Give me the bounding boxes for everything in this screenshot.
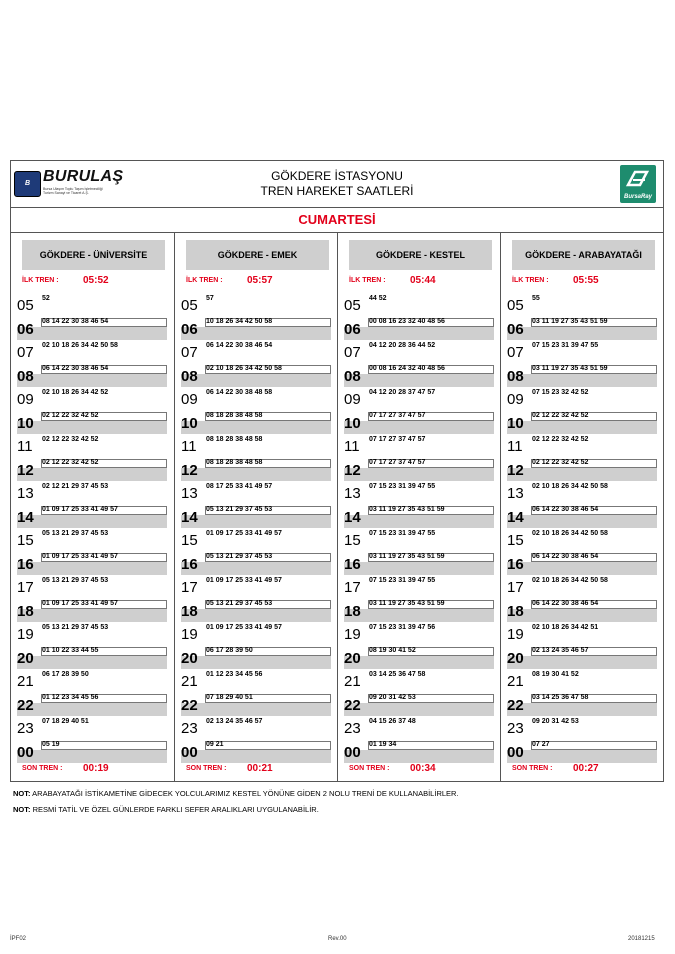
minutes-list: 01 09 17 25 33 41 49 57 bbox=[42, 552, 118, 560]
hour-row bbox=[501, 599, 664, 623]
minutes-list: 04 12 20 28 37 47 57 bbox=[369, 389, 436, 396]
title-subtitle: TREN HAREKET SAATLERİ bbox=[260, 184, 414, 198]
hour-label: 11 bbox=[17, 438, 33, 455]
note-prefix: NOT: bbox=[13, 805, 31, 814]
hour-label: 14 bbox=[181, 508, 198, 526]
page-title bbox=[11, 169, 663, 199]
hour-row bbox=[11, 458, 174, 482]
minutes-list: 02 10 18 26 34 42 52 bbox=[42, 389, 109, 396]
hour-row bbox=[501, 505, 664, 529]
hour-label: 17 bbox=[17, 579, 34, 596]
hour-label: 05 bbox=[181, 297, 198, 314]
minutes-list: 04 12 20 28 36 44 52 bbox=[369, 342, 436, 349]
hour-label: 06 bbox=[17, 320, 34, 338]
hour-label: 22 bbox=[507, 696, 524, 714]
minutes-list: 07 27 bbox=[532, 740, 550, 748]
hour-label: 16 bbox=[344, 555, 361, 573]
minutes-list: 02 13 24 35 46 57 bbox=[532, 646, 589, 654]
hour-label: 23 bbox=[181, 720, 198, 737]
hour-label: 18 bbox=[17, 602, 34, 620]
minutes-list: 08 14 22 30 38 46 54 bbox=[42, 317, 109, 325]
hour-rows bbox=[501, 293, 664, 763]
hour-label: 20 bbox=[507, 649, 524, 667]
hour-row bbox=[338, 411, 501, 435]
minutes-list: 07 15 23 31 39 47 56 bbox=[369, 624, 436, 631]
title-station: GÖKDERE İSTASYONU bbox=[271, 169, 403, 183]
hour-row bbox=[175, 669, 338, 693]
first-train bbox=[186, 275, 336, 289]
hour-row bbox=[501, 387, 664, 411]
hour-label: 11 bbox=[181, 438, 197, 455]
last-train bbox=[186, 763, 336, 777]
hour-row bbox=[11, 317, 174, 341]
minutes-list: 09 21 bbox=[206, 740, 224, 748]
hour-row bbox=[175, 364, 338, 388]
hour-row bbox=[175, 434, 338, 458]
header bbox=[11, 161, 663, 208]
hour-label: 19 bbox=[181, 626, 198, 643]
hour-row bbox=[11, 669, 174, 693]
hour-row bbox=[175, 340, 338, 364]
minutes-list: 02 12 22 32 42 52 bbox=[532, 411, 589, 419]
minutes-list: 00 08 16 24 32 40 48 56 bbox=[369, 364, 445, 372]
minutes-list: 05 13 21 29 37 45 53 bbox=[42, 624, 109, 631]
hour-row bbox=[501, 434, 664, 458]
minutes-list: 02 13 24 35 46 57 bbox=[206, 718, 263, 725]
minutes-list: 01 09 17 25 33 41 49 57 bbox=[206, 624, 282, 631]
hour-row bbox=[501, 411, 664, 435]
minutes-list: 07 15 23 32 42 52 bbox=[532, 389, 589, 396]
company-name: BURULAŞ bbox=[43, 168, 124, 185]
minutes-list: 02 12 22 32 42 52 bbox=[532, 458, 589, 466]
minutes-list: 03 14 25 36 47 58 bbox=[369, 671, 426, 678]
hour-label: 18 bbox=[507, 602, 524, 620]
hour-row bbox=[338, 317, 501, 341]
hour-label: 20 bbox=[181, 649, 198, 667]
minutes-list: 06 17 28 39 50 bbox=[42, 671, 89, 678]
hour-label: 13 bbox=[181, 485, 198, 502]
hour-row bbox=[11, 293, 174, 317]
route-column bbox=[174, 233, 337, 781]
hour-row bbox=[338, 505, 501, 529]
minutes-list: 52 bbox=[42, 295, 50, 302]
minutes-list: 07 15 23 31 39 47 55 bbox=[369, 530, 436, 537]
hour-label: 23 bbox=[344, 720, 361, 737]
hour-row bbox=[338, 293, 501, 317]
hour-row bbox=[338, 552, 501, 576]
minutes-list: 02 10 18 26 34 42 50 58 bbox=[532, 530, 608, 537]
note-text: ARABAYATAĞI İSTİKAMETİNE GİDECEK YOLCULARIMIZ KESTEL YÖNÜNE GİDEN 2 NOLU TRENİ DE KULLANABİLİRLER. bbox=[30, 789, 459, 798]
hour-rows bbox=[11, 293, 174, 763]
minutes-list: 06 14 22 30 38 46 54 bbox=[206, 342, 273, 349]
hour-label: 19 bbox=[344, 626, 361, 643]
minutes-list: 02 10 18 26 34 42 51 bbox=[532, 624, 599, 631]
hour-label: 09 bbox=[17, 391, 34, 408]
hour-row bbox=[175, 716, 338, 740]
hour-label: 07 bbox=[344, 344, 361, 361]
hour-row bbox=[11, 505, 174, 529]
minutes-list: 44 52 bbox=[369, 295, 387, 302]
hour-row bbox=[175, 693, 338, 717]
hour-label: 23 bbox=[17, 720, 34, 737]
hour-label: 11 bbox=[344, 438, 360, 455]
hour-label: 09 bbox=[344, 391, 361, 408]
hour-row bbox=[501, 669, 664, 693]
hour-row bbox=[11, 575, 174, 599]
hour-row bbox=[501, 317, 664, 341]
minutes-list: 06 14 22 30 38 46 54 bbox=[532, 505, 599, 513]
hour-row bbox=[175, 481, 338, 505]
hour-label: 20 bbox=[344, 649, 361, 667]
route-column bbox=[500, 233, 663, 781]
hour-label: 15 bbox=[344, 532, 361, 549]
hour-label: 13 bbox=[507, 485, 524, 502]
hour-label: 17 bbox=[181, 579, 198, 596]
hour-label: 15 bbox=[507, 532, 524, 549]
minutes-list: 04 15 26 37 48 bbox=[369, 718, 416, 725]
minutes-list: 07 17 27 37 47 57 bbox=[369, 458, 426, 466]
hour-row bbox=[175, 505, 338, 529]
note-line bbox=[13, 802, 459, 818]
hour-row bbox=[11, 387, 174, 411]
minutes-list: 06 17 28 39 50 bbox=[206, 646, 253, 654]
note-line bbox=[13, 786, 459, 802]
hour-row bbox=[175, 646, 338, 670]
hour-row bbox=[501, 481, 664, 505]
minutes-list: 05 13 21 29 37 45 53 bbox=[42, 530, 109, 537]
company-subtitle: Bursa Ulaşım Toplu Taşım İşletmeciliği Turizm Sanayi ve Ticaret A.Ş. bbox=[43, 187, 103, 195]
first-train-time: 05:57 bbox=[247, 275, 273, 286]
minutes-list: 08 19 30 41 52 bbox=[532, 671, 579, 678]
hour-label: 19 bbox=[17, 626, 34, 643]
hour-label: 07 bbox=[507, 344, 524, 361]
minutes-list: 02 10 18 26 34 42 50 58 bbox=[532, 577, 608, 584]
minutes-list: 02 12 22 32 42 52 bbox=[42, 411, 99, 419]
hour-row bbox=[501, 458, 664, 482]
hour-label: 21 bbox=[507, 673, 524, 690]
hour-row bbox=[11, 340, 174, 364]
hour-row bbox=[501, 622, 664, 646]
minutes-list: 02 12 22 32 42 52 bbox=[42, 458, 99, 466]
minutes-list: 02 12 21 29 37 45 53 bbox=[42, 483, 109, 490]
hour-label: 06 bbox=[181, 320, 198, 338]
hour-row bbox=[11, 716, 174, 740]
minutes-list: 05 19 bbox=[42, 740, 60, 748]
minutes-list: 05 13 21 29 37 45 53 bbox=[206, 552, 273, 560]
minutes-list: 08 18 28 38 48 58 bbox=[206, 436, 263, 443]
last-train bbox=[512, 763, 662, 777]
day-title: CUMARTESİ bbox=[298, 212, 376, 227]
hour-row bbox=[338, 481, 501, 505]
hour-row bbox=[175, 387, 338, 411]
minutes-list: 07 18 29 40 51 bbox=[42, 718, 89, 725]
minutes-list: 07 15 23 31 39 47 55 bbox=[369, 577, 436, 584]
minutes-list: 07 15 23 31 39 47 55 bbox=[369, 483, 436, 490]
hour-label: 10 bbox=[507, 414, 524, 432]
hour-label: 22 bbox=[181, 696, 198, 714]
hour-row bbox=[338, 387, 501, 411]
hour-label: 06 bbox=[344, 320, 361, 338]
minutes-list: 02 12 22 32 42 52 bbox=[532, 436, 589, 443]
hour-row bbox=[338, 646, 501, 670]
hour-row bbox=[11, 552, 174, 576]
minutes-list: 09 20 31 42 53 bbox=[532, 718, 579, 725]
route-name: GÖKDERE - KESTEL bbox=[349, 240, 492, 270]
hour-row bbox=[175, 317, 338, 341]
hour-row bbox=[501, 293, 664, 317]
hour-row bbox=[175, 293, 338, 317]
hour-label: 09 bbox=[181, 391, 198, 408]
hour-label: 12 bbox=[507, 461, 524, 479]
minutes-list: 07 17 27 37 47 57 bbox=[369, 436, 426, 443]
minutes-list: 01 09 17 25 33 41 49 57 bbox=[42, 505, 118, 513]
hour-row bbox=[501, 716, 664, 740]
footer-right: 20181215 bbox=[628, 936, 655, 942]
route-name: GÖKDERE - ARABAYATAĞI bbox=[512, 240, 655, 270]
minutes-list: 01 12 23 34 45 56 bbox=[42, 693, 99, 701]
route-name: GÖKDERE - EMEK bbox=[186, 240, 329, 270]
hour-label: 11 bbox=[507, 438, 523, 455]
minutes-list: 57 bbox=[206, 295, 214, 302]
minutes-list: 02 10 18 26 34 42 50 58 bbox=[42, 342, 118, 349]
hour-row bbox=[175, 575, 338, 599]
hour-row bbox=[11, 740, 174, 764]
first-train-label: İLK TREN : bbox=[186, 277, 223, 284]
last-train-label: SON TREN : bbox=[512, 765, 553, 772]
hour-row bbox=[175, 740, 338, 764]
hour-label: 16 bbox=[507, 555, 524, 573]
minutes-list: 01 09 17 25 33 41 49 57 bbox=[206, 530, 282, 537]
hour-label: 22 bbox=[344, 696, 361, 714]
bursaray-label: BursaRay bbox=[623, 194, 652, 200]
minutes-list: 00 08 16 23 32 40 48 56 bbox=[369, 317, 445, 325]
minutes-list: 01 12 23 34 45 56 bbox=[206, 671, 263, 678]
hour-label: 08 bbox=[344, 367, 361, 385]
last-train-time: 00:21 bbox=[247, 763, 273, 774]
hour-row bbox=[175, 552, 338, 576]
minutes-list: 08 17 25 33 41 49 57 bbox=[206, 483, 273, 490]
minutes-list: 01 10 22 33 44 55 bbox=[42, 646, 99, 654]
hour-label: 07 bbox=[181, 344, 198, 361]
hour-label: 00 bbox=[17, 743, 34, 761]
hour-label: 15 bbox=[181, 532, 198, 549]
hour-row bbox=[501, 552, 664, 576]
hour-label: 12 bbox=[17, 461, 34, 479]
hour-row bbox=[338, 458, 501, 482]
first-train bbox=[349, 275, 499, 289]
hour-label: 21 bbox=[344, 673, 361, 690]
hour-label: 14 bbox=[17, 508, 34, 526]
hour-label: 13 bbox=[344, 485, 361, 502]
minutes-list: 03 14 25 36 47 58 bbox=[532, 693, 589, 701]
hour-label: 05 bbox=[17, 297, 34, 314]
hour-row bbox=[501, 646, 664, 670]
hour-row bbox=[501, 364, 664, 388]
last-train-time: 00:19 bbox=[83, 763, 109, 774]
footer-left: İPF02 bbox=[10, 936, 27, 942]
hour-label: 14 bbox=[344, 508, 361, 526]
minutes-list: 05 13 21 29 37 45 53 bbox=[42, 577, 109, 584]
minutes-list: 03 11 19 27 35 43 51 59 bbox=[369, 505, 445, 513]
minutes-list: 09 20 31 42 53 bbox=[369, 693, 416, 701]
hour-label: 00 bbox=[507, 743, 524, 761]
hour-label: 12 bbox=[181, 461, 198, 479]
last-train bbox=[22, 763, 172, 777]
minutes-list: 06 14 22 30 38 46 54 bbox=[42, 364, 109, 372]
hour-row bbox=[11, 528, 174, 552]
hour-row bbox=[338, 340, 501, 364]
first-train-time: 05:44 bbox=[410, 275, 436, 286]
hour-row bbox=[11, 646, 174, 670]
burulas-logo-mark: B bbox=[14, 171, 41, 197]
last-train-label: SON TREN : bbox=[349, 765, 390, 772]
hour-label: 00 bbox=[344, 743, 361, 761]
hour-label: 18 bbox=[344, 602, 361, 620]
minutes-list: 02 12 22 32 42 52 bbox=[42, 436, 99, 443]
first-train-time: 05:55 bbox=[573, 275, 599, 286]
hour-label: 10 bbox=[181, 414, 198, 432]
hour-row bbox=[175, 599, 338, 623]
route-column bbox=[337, 233, 500, 781]
minutes-list: 06 14 22 30 38 46 54 bbox=[532, 552, 599, 560]
footer-center: Rev.00 bbox=[328, 936, 347, 942]
train-icon bbox=[625, 169, 651, 189]
minutes-list: 03 11 19 27 35 43 51 59 bbox=[532, 317, 608, 325]
hour-label: 18 bbox=[181, 602, 198, 620]
last-train-time: 00:27 bbox=[573, 763, 599, 774]
minutes-list: 03 11 19 27 35 43 51 59 bbox=[369, 599, 445, 607]
first-train-label: İLK TREN : bbox=[349, 277, 386, 284]
hour-label: 14 bbox=[507, 508, 524, 526]
notes bbox=[13, 786, 459, 818]
minutes-list: 07 15 23 31 39 47 55 bbox=[532, 342, 599, 349]
minutes-list: 08 18 28 38 48 58 bbox=[206, 411, 263, 419]
hour-label: 20 bbox=[17, 649, 34, 667]
route-column bbox=[11, 233, 174, 781]
route-name: GÖKDERE - ÜNİVERSİTE bbox=[22, 240, 165, 270]
first-train bbox=[512, 275, 662, 289]
hour-row bbox=[338, 434, 501, 458]
hour-label: 13 bbox=[17, 485, 34, 502]
hour-label: 08 bbox=[181, 367, 198, 385]
hour-row bbox=[11, 693, 174, 717]
note-prefix: NOT: bbox=[13, 789, 31, 798]
hour-label: 23 bbox=[507, 720, 524, 737]
hour-row bbox=[338, 599, 501, 623]
first-train-time: 05:52 bbox=[83, 275, 109, 286]
hour-label: 09 bbox=[507, 391, 524, 408]
hour-row bbox=[338, 693, 501, 717]
hour-label: 22 bbox=[17, 696, 34, 714]
minutes-list: 02 10 18 26 34 42 50 58 bbox=[532, 483, 608, 490]
minutes-list: 07 17 27 37 47 57 bbox=[369, 411, 426, 419]
hour-row bbox=[11, 411, 174, 435]
minutes-list: 06 14 22 30 38 46 54 bbox=[532, 599, 599, 607]
last-train-label: SON TREN : bbox=[22, 765, 63, 772]
bursaray-logo bbox=[620, 165, 656, 203]
hour-label: 06 bbox=[507, 320, 524, 338]
hour-label: 17 bbox=[507, 579, 524, 596]
hour-row bbox=[11, 481, 174, 505]
hour-label: 08 bbox=[17, 367, 34, 385]
hour-rows bbox=[175, 293, 338, 763]
hour-row bbox=[175, 622, 338, 646]
hour-label: 21 bbox=[181, 673, 198, 690]
hour-label: 15 bbox=[17, 532, 34, 549]
hour-label: 16 bbox=[17, 555, 34, 573]
hour-label: 16 bbox=[181, 555, 198, 573]
minutes-list: 01 19 34 bbox=[369, 740, 397, 748]
last-train-label: SON TREN : bbox=[186, 765, 227, 772]
hour-label: 07 bbox=[17, 344, 34, 361]
hour-row bbox=[338, 669, 501, 693]
hour-label: 19 bbox=[507, 626, 524, 643]
minutes-list: 01 09 17 25 33 41 49 57 bbox=[206, 577, 282, 584]
hour-row bbox=[175, 458, 338, 482]
hour-row bbox=[338, 622, 501, 646]
hour-label: 00 bbox=[181, 743, 198, 761]
last-train-time: 00:34 bbox=[410, 763, 436, 774]
minutes-list: 08 18 28 38 48 58 bbox=[206, 458, 263, 466]
hour-row bbox=[501, 575, 664, 599]
hour-row bbox=[175, 528, 338, 552]
hour-row bbox=[338, 740, 501, 764]
first-train bbox=[22, 275, 172, 289]
hour-label: 10 bbox=[17, 414, 34, 432]
last-train bbox=[349, 763, 499, 777]
hour-rows bbox=[338, 293, 501, 763]
minutes-list: 06 14 22 30 38 48 58 bbox=[206, 389, 273, 396]
minutes-list: 03 11 19 27 35 43 51 59 bbox=[369, 552, 445, 560]
hour-row bbox=[338, 716, 501, 740]
minutes-list: 03 11 19 27 35 43 51 59 bbox=[532, 364, 608, 372]
hour-row bbox=[175, 411, 338, 435]
hour-label: 17 bbox=[344, 579, 361, 596]
hour-row bbox=[338, 528, 501, 552]
minutes-list: 55 bbox=[532, 295, 540, 302]
hour-row bbox=[501, 528, 664, 552]
first-train-label: İLK TREN : bbox=[512, 277, 549, 284]
hour-label: 05 bbox=[344, 297, 361, 314]
hour-row bbox=[338, 364, 501, 388]
hour-row bbox=[11, 622, 174, 646]
first-train-label: İLK TREN : bbox=[22, 277, 59, 284]
timetable-sheet bbox=[10, 160, 664, 782]
hour-label: 05 bbox=[507, 297, 524, 314]
note-text: RESMİ TATİL VE ÖZEL GÜNLERDE FARKLI SEFER ARALIKLARI UYGULANABİLİR. bbox=[30, 805, 319, 814]
minutes-list: 08 19 30 41 52 bbox=[369, 646, 416, 654]
hour-label: 21 bbox=[17, 673, 34, 690]
minutes-list: 01 09 17 25 33 41 49 57 bbox=[42, 599, 118, 607]
hour-label: 10 bbox=[344, 414, 361, 432]
hour-label: 12 bbox=[344, 461, 361, 479]
hour-label: 08 bbox=[507, 367, 524, 385]
minutes-list: 02 10 18 26 34 42 50 58 bbox=[206, 364, 282, 372]
hour-row bbox=[501, 740, 664, 764]
hour-row bbox=[501, 340, 664, 364]
hour-row bbox=[501, 693, 664, 717]
minutes-list: 05 13 21 29 37 45 53 bbox=[206, 505, 273, 513]
hour-row bbox=[11, 434, 174, 458]
hour-row bbox=[11, 364, 174, 388]
minutes-list: 10 18 26 34 42 50 58 bbox=[206, 317, 273, 325]
hour-row bbox=[338, 575, 501, 599]
minutes-list: 05 13 21 29 37 45 53 bbox=[206, 599, 273, 607]
hour-row bbox=[11, 599, 174, 623]
minutes-list: 07 18 29 40 51 bbox=[206, 693, 253, 701]
